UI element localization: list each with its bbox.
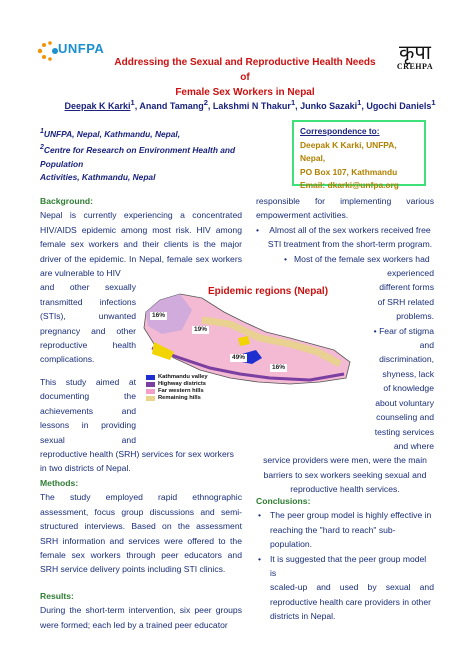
author-2: , Anand Tamang [134,101,204,111]
results-line: were formed; each led by a trained peer educator [40,619,228,630]
methods-line: female sex workers through peer educators and [40,550,242,561]
conclusion-bullet: • The peer group model is highly effective in reaching the "hard to reach" sub-population. [256,508,434,551]
bullet-text: The peer group model is highly effective in [270,510,432,521]
methods-line: structured interviews. Based on the assessment [40,521,242,532]
background-line: driver of the epidemic. In Nepal, female sex workers [40,253,242,264]
legend-label: Highway districts [158,381,206,387]
study-line: reproductive health (SRH) services for sex workers [40,448,234,459]
study-line: This study aimed at [40,376,136,387]
conclusions-heading: Conclusions: [256,496,311,506]
background-line: (STIs), unwanted [40,311,136,322]
conclusion-bullet: • It is suggested that the peer group model is scaled-up and used by sexual and reproductive health care providers in other districts in Nepal. [256,552,434,624]
results-line: responsible for implementing various [256,196,434,206]
affiliations [40,125,280,185]
author-5-sup: 1 [431,98,436,107]
crehpa-name: CREHPA [396,62,434,71]
legend-swatch [146,375,155,380]
percent-label: 19% [194,326,208,333]
background-line: reproductive health [40,340,136,351]
correspondence-box [292,120,426,190]
title-line-2: Female Sex Workers in Nepal [175,87,315,98]
study-line: documenting the [40,391,136,402]
author-1-sup: 1 [130,98,135,107]
bullet-text: and [419,340,434,351]
bullet-text: experienced [387,268,434,279]
bullet-text: districts in Nepal. [270,611,336,622]
correspondence-heading: Correspondence to: [300,126,380,136]
percent-label: 49% [232,354,246,361]
results-heading: Results: [40,591,74,601]
bullet-text: barriers to sex workers seeking sexual and [263,469,427,480]
bullet-text: about voluntary [375,397,434,408]
bullet-text: Most of the female sex workers had [294,253,430,264]
background-line: are vulnerable to HIV [40,268,121,279]
background-line: Nepal is currently experiencing a concentrated [40,210,242,221]
background-line: pregnancy and other [40,325,136,336]
bullet-text: of SRH related [377,296,434,307]
legend-swatch [146,389,155,394]
percent-label: 16% [152,312,166,319]
bullet-text: reproductive health services. [290,484,400,495]
background-line: female sex workers and their clients is the major [40,239,242,250]
legend-item [146,395,214,401]
methods-line: SRH service delivery points including STI clinics. [40,564,226,575]
affil-1: UNFPA, Nepal, Kathmandu, Nepal, [43,128,181,139]
background-line: complications. [40,354,95,365]
bullet-text: of knowledge [383,383,434,394]
unfpa-emblem-icon [36,40,58,62]
background-heading: Background: [40,196,93,206]
author-2-sup: 2 [203,98,208,107]
methods-line: SRH information and services were offered to the [40,535,242,546]
methods-line: assessment, focus group discussions and semi- [40,506,242,517]
bullet-text: service providers were men, were the main [263,455,427,466]
bullet-text: discrimination, [379,354,434,365]
bullet-text: It is suggested that the peer group model is [270,553,427,579]
correspondence-line-2: PO Box 107, Kathmandu [300,166,398,177]
results-bullet: • Almost all of the sex workers received free STI treatment from the short-term program. [256,223,434,252]
author-1: Deepak K Karki [64,101,131,111]
legend-item [146,388,214,394]
background-line: HIV/AIDS epidemic among most risk. HIV among [40,224,242,235]
author-5: , Ugochi Daniels [361,101,432,111]
bullet-text: problems. [396,311,434,322]
author-3: , Lakshmi N Thakur [207,101,291,111]
legend-item [146,374,214,380]
bullet-text: testing services [374,426,434,437]
background-line: and other sexually [40,282,136,293]
map-title: Epidemic regions (Nepal) [208,286,329,297]
results-line: During the short-term intervention, six peer groups [40,605,242,616]
affil-2-sup: 2 [40,144,44,152]
correspondence-line-1: Deepak K Karki, UNFPA, Nepal, [300,139,397,163]
legend-item [146,381,214,387]
bullet-text: Fear of stigma [379,325,434,336]
poster-title [110,55,380,100]
study-line: in two districts of Nepal. [40,463,131,474]
bullet-text: counseling and [376,412,434,423]
map-legend [146,374,214,402]
conclusions-section [256,494,434,624]
results-section [40,589,242,632]
study-line: sexual and [40,434,136,445]
author-list [60,98,440,111]
study-line: achievements and [40,405,136,416]
legend-swatch [146,382,155,387]
crehpa-glyph: कृपा [399,40,431,64]
legend-label: Far western hills [158,388,204,394]
methods-section [40,476,242,577]
legend-label: Remaining hills [158,395,201,401]
bullet-text: reproductive health care providers in other [270,596,431,607]
affil-2a: Centre for Research on Environment Health and Population [40,145,236,169]
percent-label: 16% [272,364,286,371]
author-3-sup: 1 [290,98,296,107]
title-line-1: Addressing the Sexual and Reproductive Health Needs of [114,57,376,83]
legend-label: Kathmandu valley [158,374,208,380]
bullet-text: Almost all of the sex workers received free [269,224,431,235]
crehpa-logo [392,42,438,71]
nepal-epidemic-map [140,278,356,416]
author-4: , Junko Sazaki [295,101,358,111]
affil-2b: Activities, Kathmandu, Nepal [40,172,156,183]
legend-swatch [146,396,155,401]
background-line: transmitted infections [40,296,136,307]
bullet-text: STI treatment from the short-term program. [267,239,433,250]
results-line: empowerment activities. [256,210,349,221]
bullet-text: scaled-up and used by sexual and [270,582,434,593]
author-4-sup: 1 [357,98,362,107]
methods-line: The study employed rapid ethnographic [40,492,242,503]
results-bullet: • Most of the female sex workers had [256,252,434,266]
bullet-text: and where [393,440,434,451]
bullet-text: shyness, lack [382,368,434,379]
bullet-text: different forms [379,282,434,293]
results-bullet: • Fear of stigma [373,325,434,336]
logo-text: UNFPA [58,41,105,56]
bullet-text: reaching the "hard to reach" sub-population. [270,524,396,550]
methods-heading: Methods: [40,478,79,488]
study-line: lessons in providing [40,420,136,431]
affil-1-sup: 1 [40,128,44,135]
correspondence-email[interactable]: Email: dkarki@unfpa.org [300,180,399,190]
